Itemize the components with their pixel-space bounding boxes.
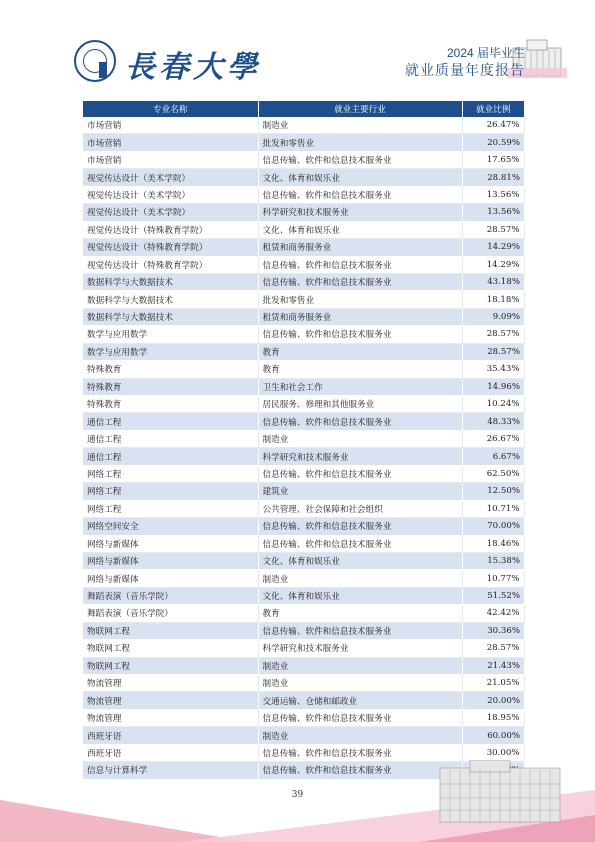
- cell-major: 网络与新媒体: [83, 552, 258, 569]
- table-row: [83, 727, 524, 744]
- cell-major: 通信工程: [83, 430, 258, 447]
- table-row: [83, 622, 524, 639]
- cell-major: 数据科学与大数据技术: [83, 291, 258, 308]
- cell-ratio: 10.77%: [462, 570, 524, 587]
- table-row: [83, 151, 524, 168]
- cell-major: 网络工程: [83, 500, 258, 517]
- cell-major: 通信工程: [83, 413, 258, 430]
- table-row: [83, 396, 524, 413]
- cell-industry: 信息传输、软件和信息技术服务业: [258, 709, 462, 726]
- table-row: [83, 570, 524, 587]
- cell-ratio: 18.18%: [462, 291, 524, 308]
- cell-ratio: 9.09%: [462, 308, 524, 325]
- table-row: [83, 239, 524, 256]
- table-row: [83, 343, 524, 360]
- cell-industry: 批发和零售业: [258, 291, 462, 308]
- cell-ratio: 62.50%: [462, 465, 524, 482]
- table-row: [83, 204, 524, 221]
- cell-industry: 文化、体育和娱乐业: [258, 552, 462, 569]
- cell-ratio: 20.00%: [462, 692, 524, 709]
- table-row: [83, 326, 524, 343]
- cell-industry: 批发和零售业: [258, 134, 462, 151]
- cell-industry: 制造业: [258, 117, 462, 134]
- cell-ratio: 14.29%: [462, 239, 524, 256]
- table-row: [83, 500, 524, 517]
- cell-major: 数据科学与大数据技术: [83, 308, 258, 325]
- cell-major: 视觉传达设计（特殊教育学院）: [83, 239, 258, 256]
- cell-ratio: 12.50%: [462, 483, 524, 500]
- cell-industry: 科学研究和技术服务业: [258, 640, 462, 657]
- table-row: [83, 587, 524, 604]
- table-row: [83, 518, 524, 535]
- table-row: [83, 361, 524, 378]
- cell-industry: 信息传输、软件和信息技术服务业: [258, 744, 462, 761]
- cell-major: 市场营销: [83, 134, 258, 151]
- cell-major: 物联网工程: [83, 622, 258, 639]
- cell-industry: 科学研究和技术服务业: [258, 204, 462, 221]
- cell-major: 物流管理: [83, 709, 258, 726]
- cell-ratio: 51.52%: [462, 587, 524, 604]
- cell-ratio: 28.57%: [462, 221, 524, 238]
- cell-ratio: 26.67%: [462, 430, 524, 447]
- cell-ratio: 42.42%: [462, 605, 524, 622]
- cell-industry: 信息传输、软件和信息技术服务业: [258, 465, 462, 482]
- cell-ratio: 13.56%: [462, 186, 524, 203]
- cell-industry: 制造业: [258, 570, 462, 587]
- cell-ratio: 18.95%: [462, 709, 524, 726]
- table-body: [83, 117, 524, 779]
- cell-industry: 信息传输、软件和信息技术服务业: [258, 622, 462, 639]
- cell-major: 信息与计算科学: [83, 762, 258, 779]
- table-row: [83, 169, 524, 186]
- cell-ratio: 48.33%: [462, 413, 524, 430]
- cell-industry: 教育: [258, 361, 462, 378]
- cell-ratio: 6.67%: [462, 448, 524, 465]
- cell-major: 舞蹈表演（音乐学院）: [83, 587, 258, 604]
- table-row: [83, 483, 524, 500]
- cell-industry: 制造业: [258, 727, 462, 744]
- table-row: [83, 640, 524, 657]
- cell-ratio: 43.18%: [462, 273, 524, 290]
- cell-industry: 信息传输、软件和信息技术服务业: [258, 762, 462, 779]
- university-seal-logo: [74, 40, 116, 82]
- table-row: [83, 413, 524, 430]
- cell-industry: 制造业: [258, 657, 462, 674]
- cell-ratio: 28.57%: [462, 640, 524, 657]
- cell-major: 数据科学与大数据技术: [83, 273, 258, 290]
- cell-ratio: 17.65%: [462, 151, 524, 168]
- cell-ratio: 10.24%: [462, 396, 524, 413]
- cell-major: 视觉传达设计（特殊教育学院）: [83, 256, 258, 273]
- table-row: [83, 535, 524, 552]
- cell-industry: 科学研究和技术服务业: [258, 448, 462, 465]
- cell-industry: 制造业: [258, 430, 462, 447]
- cell-major: 特殊教育: [83, 361, 258, 378]
- university-name-logo: 長春大學: [125, 50, 261, 85]
- cell-major: 舞蹈表演（音乐学院）: [83, 605, 258, 622]
- major-employment-industry-table: [83, 101, 525, 780]
- cell-ratio: 14.96%: [462, 378, 524, 395]
- table-row: [83, 552, 524, 569]
- table-row: [83, 605, 524, 622]
- cell-industry: 信息传输、软件和信息技术服务业: [258, 413, 462, 430]
- cell-major: 西班牙语: [83, 744, 258, 761]
- table-row: [83, 291, 524, 308]
- cell-ratio: 20.59%: [462, 134, 524, 151]
- table-row: [83, 675, 524, 692]
- table-row: [83, 378, 524, 395]
- cell-industry: 文化、体育和娱乐业: [258, 169, 462, 186]
- cell-major: 市场营销: [83, 151, 258, 168]
- page-header: [0, 0, 595, 95]
- cell-ratio: 70.00%: [462, 518, 524, 535]
- cell-major: 物联网工程: [83, 640, 258, 657]
- cell-industry: 交通运输、仓储和邮政业: [258, 692, 462, 709]
- cell-ratio: 28.57%: [462, 326, 524, 343]
- cell-major: 网络工程: [83, 465, 258, 482]
- cell-major: 市场营销: [83, 117, 258, 134]
- cell-industry: 居民服务、修理和其他服务业: [258, 396, 462, 413]
- cell-industry: 建筑业: [258, 483, 462, 500]
- table-row: [83, 308, 524, 325]
- cell-major: 通信工程: [83, 448, 258, 465]
- cell-industry: 租赁和商务服务业: [258, 308, 462, 325]
- cell-major: 网络与新媒体: [83, 535, 258, 552]
- cell-ratio: 13.56%: [462, 204, 524, 221]
- page-number: 39: [291, 790, 304, 800]
- table-row: [83, 273, 524, 290]
- cell-major: 数学与应用数学: [83, 343, 258, 360]
- cell-industry: 租赁和商务服务业: [258, 239, 462, 256]
- cell-major: 西班牙语: [83, 727, 258, 744]
- cell-major: 视觉传达设计（美术学院）: [83, 186, 258, 203]
- cell-ratio: 28.81%: [462, 169, 524, 186]
- cell-ratio: 30.00%: [462, 744, 524, 761]
- cell-industry: 信息传输、软件和信息技术服务业: [258, 186, 462, 203]
- cell-industry: 文化、体育和娱乐业: [258, 221, 462, 238]
- cell-ratio: 10.71%: [462, 500, 524, 517]
- cell-major: 物联网工程: [83, 657, 258, 674]
- cell-major: 网络工程: [83, 483, 258, 500]
- cell-industry: 制造业: [258, 675, 462, 692]
- cell-major: 网络与新媒体: [83, 570, 258, 587]
- cell-ratio: 60.00%: [462, 727, 524, 744]
- cell-major: 数学与应用数学: [83, 326, 258, 343]
- table-row: [83, 448, 524, 465]
- table-row: [83, 134, 524, 151]
- cell-industry: 信息传输、软件和信息技术服务业: [258, 518, 462, 535]
- table-row: [83, 692, 524, 709]
- cell-ratio: 21.43%: [462, 657, 524, 674]
- cell-industry: 教育: [258, 605, 462, 622]
- cell-major: 特殊教育: [83, 378, 258, 395]
- table-row: [83, 465, 524, 482]
- cell-industry: 信息传输、软件和信息技术服务业: [258, 326, 462, 343]
- cell-major: 特殊教育: [83, 396, 258, 413]
- cell-industry: 教育: [258, 343, 462, 360]
- cell-industry: 公共管理、社会保障和社会组织: [258, 500, 462, 517]
- column-header-major: 专业名称: [83, 101, 258, 117]
- table-row: [83, 117, 524, 134]
- table-header-row: [83, 101, 524, 117]
- column-header-industry: 就业主要行业: [258, 101, 462, 117]
- cell-ratio: 26.47%: [462, 117, 524, 134]
- table-row: [83, 186, 524, 203]
- cell-major: 视觉传达设计（特殊教育学院）: [83, 221, 258, 238]
- cell-major: 物流管理: [83, 675, 258, 692]
- cell-ratio: 28.57%: [462, 343, 524, 360]
- cell-ratio: 21.05%: [462, 675, 524, 692]
- cell-industry: 卫生和社会工作: [258, 378, 462, 395]
- cell-major: 网络空间安全: [83, 518, 258, 535]
- cell-industry: 文化、体育和娱乐业: [258, 587, 462, 604]
- column-header-ratio: 就业比例: [462, 101, 524, 117]
- cell-ratio: 18.46%: [462, 535, 524, 552]
- cell-industry: 信息传输、软件和信息技术服务业: [258, 151, 462, 168]
- cell-industry: 信息传输、软件和信息技术服务业: [258, 256, 462, 273]
- table-row: [83, 709, 524, 726]
- table-row: [83, 657, 524, 674]
- report-year: 2024 届毕业生: [446, 46, 525, 60]
- cell-major: 视觉传达设计（美术学院）: [83, 204, 258, 221]
- cell-major: 物流管理: [83, 692, 258, 709]
- report-title: 就业质量年度报告: [405, 62, 525, 78]
- cell-ratio: 14.29%: [462, 256, 524, 273]
- cell-major: 视觉传达设计（美术学院）: [83, 169, 258, 186]
- cell-industry: 信息传输、软件和信息技术服务业: [258, 535, 462, 552]
- cell-ratio: 35.43%: [462, 361, 524, 378]
- table-row: [83, 221, 524, 238]
- cell-industry: 信息传输、软件和信息技术服务业: [258, 273, 462, 290]
- table-row: [83, 256, 524, 273]
- table-row: [83, 430, 524, 447]
- cell-ratio: 30.36%: [462, 622, 524, 639]
- footer-decoration: [0, 760, 595, 842]
- cell-ratio: 15.38%: [462, 552, 524, 569]
